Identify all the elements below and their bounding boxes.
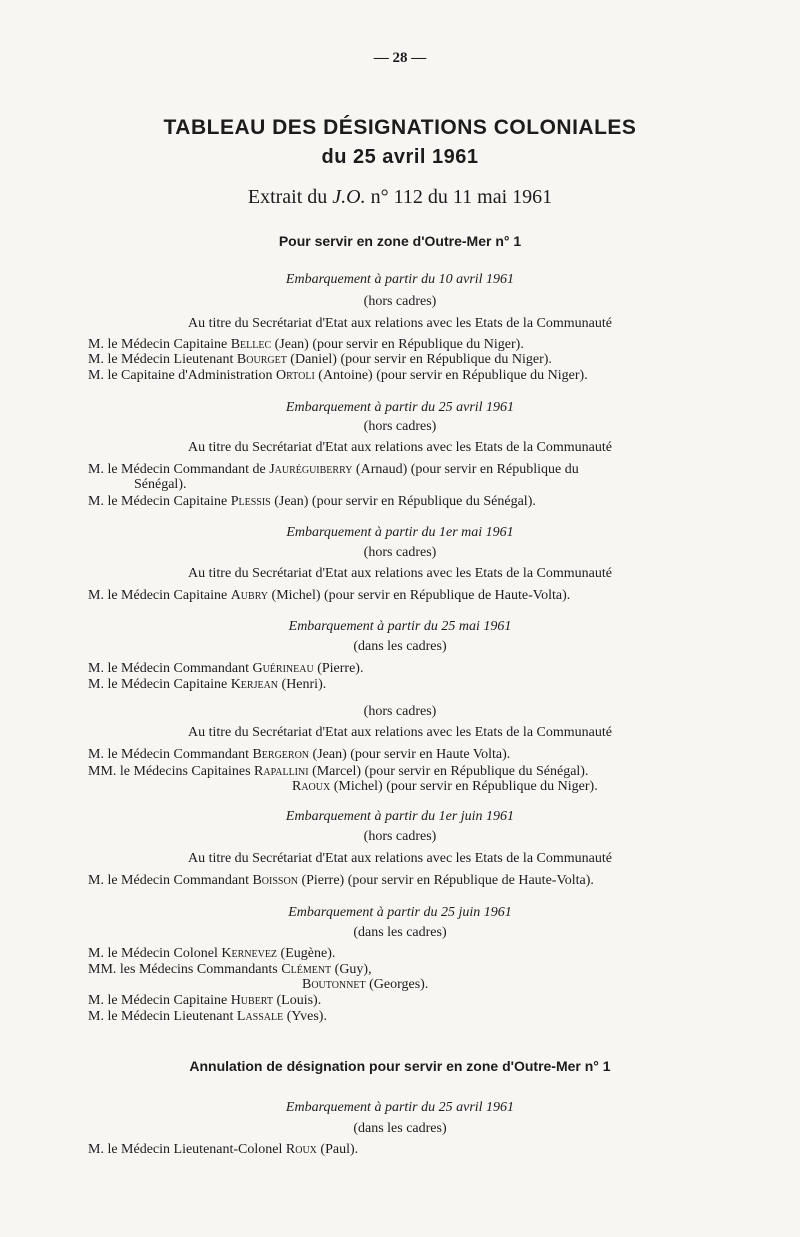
- embarkation-heading: Embarquement à partir du 25 mai 1961: [288, 619, 512, 634]
- designation-line: MM. les Médecins Commandants Clément (Guy),: [88, 962, 372, 977]
- ministry-line: Au titre du Secrétariat d'Etat aux relations avec les Etats de la Communauté: [188, 440, 612, 455]
- embarkation-heading: Embarquement à partir du 1er juin 1961: [285, 809, 515, 824]
- extract-line: Extrait du J.O. n° 112 du 11 mai 1961: [247, 186, 553, 208]
- cadre-label: (hors cadres): [363, 704, 437, 719]
- designation-line: M. le Médecin Lieutenant Lassale (Yves).: [88, 1009, 327, 1024]
- ministry-line: Au titre du Secrétariat d'Etat aux relations avec les Etats de la Communauté: [188, 851, 612, 866]
- designation-line: M. le Médecin Commandant de Jauréguiberry (Arnaud) (pour servir en République du: [88, 462, 579, 477]
- designation-line: M. le Médecin Lieutenant Bourget (Daniel) (pour servir en République du Niger).: [88, 352, 552, 367]
- designation-line: M. le Médecin Colonel Kernevez (Eugène).: [88, 946, 336, 961]
- designation-line: M. le Médecin Commandant Guérineau (Pierre).: [88, 661, 364, 676]
- designation-line: M. le Médecin Capitaine Bellec (Jean) (pour servir en République du Niger).: [88, 337, 524, 352]
- cadre-label: (hors cadres): [363, 294, 437, 309]
- designation-line: M. le Médecin Capitaine Kerjean (Henri).: [88, 677, 327, 692]
- ministry-line: Au titre du Secrétariat d'Etat aux relations avec les Etats de la Communauté: [188, 566, 612, 581]
- ministry-line: Au titre du Secrétariat d'Etat aux relations avec les Etats de la Communauté: [188, 725, 612, 740]
- cadre-label: (dans les cadres): [353, 1121, 447, 1136]
- zone-heading: Pour servir en zone d'Outre-Mer n° 1: [278, 233, 522, 249]
- annulation-heading: Annulation de désignation pour servir en zone d'Outre-Mer n° 1: [189, 1058, 611, 1074]
- cadre-label: (hors cadres): [363, 419, 437, 434]
- cadre-label: (hors cadres): [363, 829, 437, 844]
- page-subtitle: du 25 avril 1961: [321, 146, 479, 168]
- embarkation-heading: Embarquement à partir du 1er mai 1961: [286, 525, 514, 540]
- designation-line: M. le Médecin Lieutenant-Colonel Roux (Paul).: [88, 1142, 359, 1157]
- designation-line: M. le Médecin Capitaine Hubert (Louis).: [88, 993, 322, 1008]
- embarkation-heading: Embarquement à partir du 25 avril 1961: [285, 1100, 515, 1115]
- designation-line: Boutonnet (Georges).: [302, 977, 429, 992]
- designation-line: M. le Médecin Commandant Bergeron (Jean) (pour servir en Haute Volta).: [88, 747, 511, 762]
- page-title: TABLEAU DES DÉSIGNATIONS COLONIALES: [163, 116, 637, 139]
- designation-line: M. le Médecin Capitaine Aubry (Michel) (pour servir en République de Haute-Volta).: [88, 588, 571, 603]
- designation-line-continued: Sénégal).: [134, 477, 187, 492]
- embarkation-heading: Embarquement à partir du 10 avril 1961: [285, 272, 515, 287]
- embarkation-heading: Embarquement à partir du 25 avril 1961: [285, 400, 515, 415]
- cadre-label: (dans les cadres): [353, 639, 447, 654]
- page-number: — 28 —: [373, 50, 427, 66]
- designation-line: Raoux (Michel) (pour servir en République du Niger).: [292, 779, 598, 794]
- cadre-label: (hors cadres): [363, 545, 437, 560]
- embarkation-heading: Embarquement à partir du 25 juin 1961: [288, 905, 512, 920]
- designation-line: M. le Médecin Commandant Boisson (Pierre) (pour servir en République de Haute-Volta).: [88, 873, 594, 888]
- cadre-label: (dans les cadres): [353, 925, 447, 940]
- ministry-line: Au titre du Secrétariat d'Etat aux relations avec les Etats de la Communauté: [188, 316, 612, 331]
- designation-line: M. le Capitaine d'Administration Ortoli (Antoine) (pour servir en République du Niger).: [88, 368, 588, 383]
- designation-line: M. le Médecin Capitaine Plessis (Jean) (pour servir en République du Sénégal).: [88, 494, 536, 509]
- designation-line: MM. le Médecins Capitaines Rapallini (Marcel) (pour servir en République du Sénégal).: [88, 764, 589, 779]
